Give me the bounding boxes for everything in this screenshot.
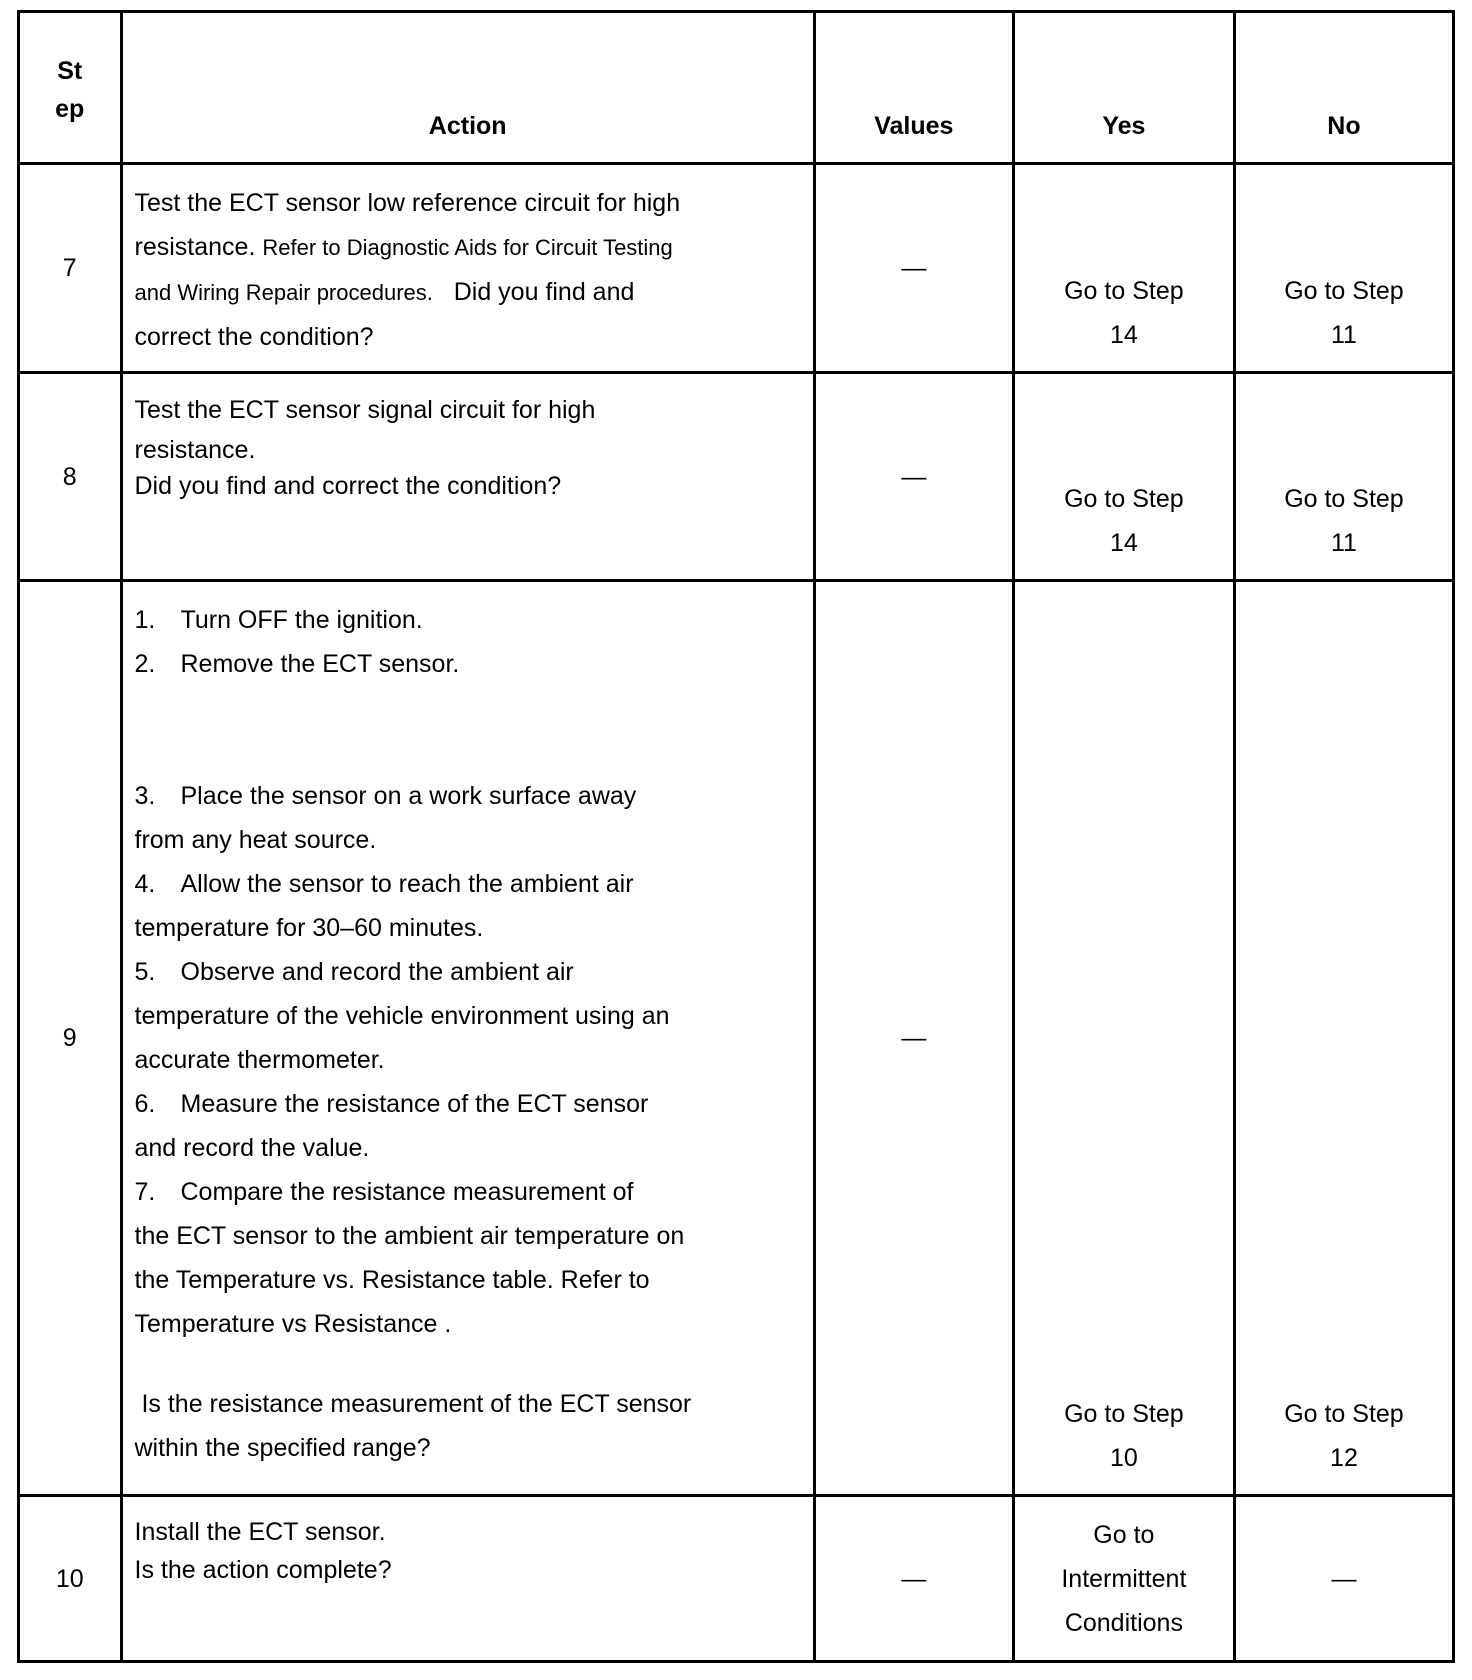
table-row [19, 581, 1454, 1496]
action-cell: Test the ECT sensor low reference circuit for high resistance. Refer to Diagnostic Aids for Circuit Testing and Wiring Repair procedures. Did you find and correct the condition? [121, 164, 814, 373]
table-row [19, 373, 1454, 581]
values-cell: — [814, 581, 1013, 1496]
step-number: 8 [19, 373, 122, 581]
list-item: 5. Observe and record the ambient air [134, 958, 574, 986]
header-no: No [1234, 12, 1453, 164]
question: Is the resistance measurement of the ECT sensor [141, 1390, 692, 1418]
yes-cell: Go to Step 14 [1013, 164, 1234, 373]
header-yes: Yes [1013, 12, 1234, 164]
no-cell: — [1234, 1496, 1453, 1662]
table-row [19, 1496, 1454, 1662]
step-number: 10 [19, 1496, 122, 1662]
yes-cell: Go to Step 10 [1013, 581, 1234, 1496]
header-values: Values [814, 12, 1013, 164]
diagnostic-table-frame [17, 10, 1455, 1662]
yes-cell: Go to Step 14 [1013, 373, 1234, 581]
values-cell: — [814, 1496, 1013, 1662]
table-header-row [19, 12, 1454, 164]
no-cell: Go to Step 11 [1234, 373, 1453, 581]
table-row [19, 164, 1454, 373]
step-number: 9 [19, 581, 122, 1496]
values-cell: — [814, 373, 1013, 581]
list-item: 3. Place the sensor on a work surface away [134, 782, 637, 810]
action-cell: Test the ECT sensor signal circuit for high resistance. Did you find and correct the condition? [121, 373, 814, 581]
list-item: 2. Remove the ECT sensor. [134, 650, 460, 678]
header-step: St ep [19, 12, 122, 164]
action-cell: 1. Turn OFF the ignition. 2. Remove the ECT sensor. 3. Place the sensor on a work surface away from any heat source. 4. Allow the sensor to reach the ambient air temperature for 30–60 minutes. 5. Observe and record the ambient air temperature of the vehicle environment using an accurate thermometer. 6. Measure the resistance of the ECT sensor and record the value. 7. Compare the resistance measurement of the ECT sensor to the ambient air temperature on the Temperature vs. Resistance table. Refer to Temperature vs Resistance . Is the resistance measurement of the ECT sensor within the specified range? [121, 581, 814, 1496]
values-cell: — [814, 164, 1013, 373]
list-item: 6. Measure the resistance of the ECT sensor [134, 1090, 649, 1118]
list-item: 1. Turn OFF the ignition. [134, 606, 423, 634]
action-cell: Install the ECT sensor. Is the action complete? [121, 1496, 814, 1662]
list-item: 7. Compare the resistance measurement of [134, 1178, 634, 1206]
diagnostic-table [17, 10, 1455, 1663]
header-action: Action [121, 12, 814, 164]
no-cell: Go to Step 12 [1234, 581, 1453, 1496]
yes-cell: Go to Intermittent Conditions [1013, 1496, 1234, 1662]
step-number: 7 [19, 164, 122, 373]
no-cell: Go to Step 11 [1234, 164, 1453, 373]
list-item: 4. Allow the sensor to reach the ambient air [134, 870, 634, 898]
